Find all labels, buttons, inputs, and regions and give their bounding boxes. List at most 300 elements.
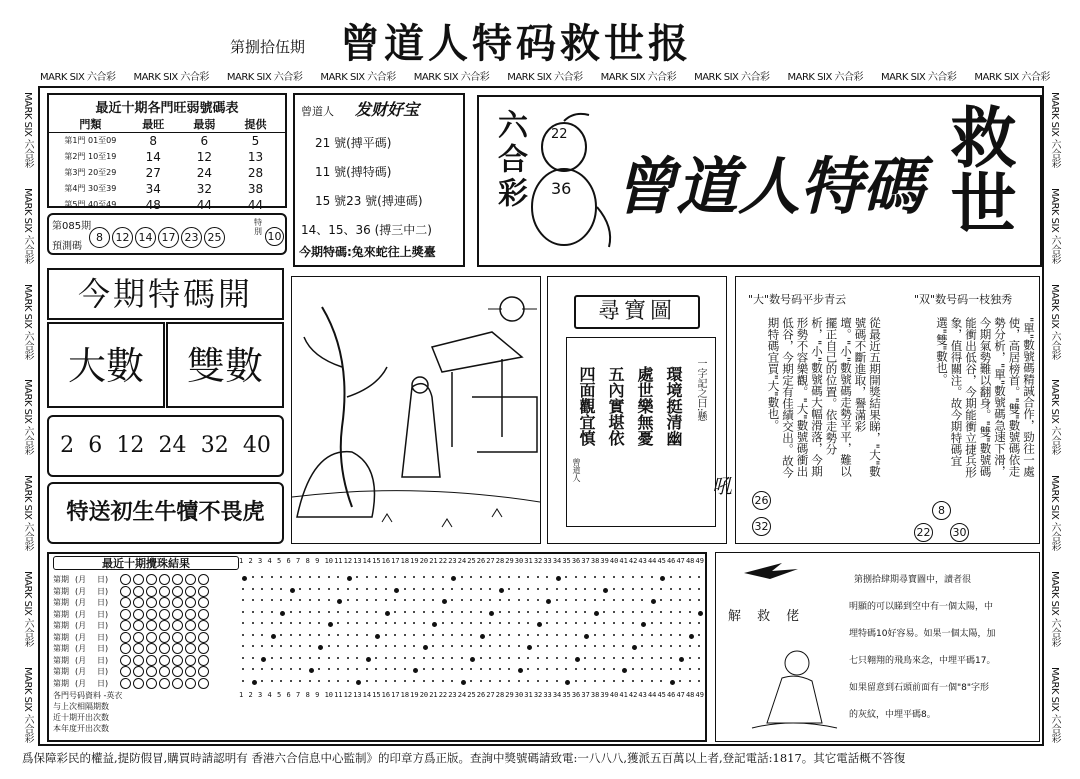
- results-dot: [518, 668, 523, 673]
- results-dot: [470, 634, 472, 636]
- results-column-number: 33: [543, 557, 552, 565]
- results-ball-ring: [120, 678, 131, 689]
- results-dot: [337, 599, 342, 604]
- forecast-number: 23: [181, 227, 202, 248]
- results-column-number: 32: [533, 691, 543, 699]
- results-dot: [603, 599, 605, 601]
- results-dot: [375, 668, 377, 670]
- results-column-number: 5: [277, 557, 282, 565]
- results-ball-ring: [198, 655, 209, 666]
- results-dot: [470, 611, 472, 613]
- results-column-number: 35: [562, 557, 571, 565]
- results-dot: [404, 680, 406, 682]
- results-dot: [537, 611, 539, 613]
- results-dot: [328, 611, 330, 613]
- stats-row: [49, 133, 285, 149]
- results-column-number: 30: [514, 557, 524, 565]
- results-row-label: 日): [97, 609, 109, 619]
- results-dot: [565, 576, 567, 578]
- results-dot: [584, 668, 586, 670]
- results-ball-ring: [133, 620, 144, 631]
- results-row: [53, 666, 239, 678]
- results-dot: [337, 634, 339, 636]
- results-dot: [575, 668, 577, 670]
- results-dot: [328, 680, 330, 682]
- results-dot: [480, 611, 482, 613]
- results-dot: [404, 588, 406, 590]
- results-stats-header: [239, 691, 705, 701]
- results-dot: [670, 599, 672, 601]
- results-dot: [632, 576, 634, 578]
- results-dot: [613, 622, 615, 624]
- results-dot: [489, 622, 491, 624]
- results-dot: [632, 588, 634, 590]
- results-dot: [470, 588, 472, 590]
- analysis-left-title: "大"数号码平步青云: [748, 293, 847, 306]
- results-dot: [689, 657, 691, 659]
- results-dot: [375, 611, 377, 613]
- results-dot: [508, 634, 510, 636]
- results-dot: [385, 611, 390, 616]
- results-dot: [290, 588, 295, 593]
- results-dot: [423, 611, 425, 613]
- results-column-number: 3: [258, 557, 263, 565]
- results-dot: [518, 657, 520, 659]
- results-dot: [489, 657, 491, 659]
- results-dot: [537, 680, 539, 682]
- results-dot: [347, 680, 349, 682]
- results-dot: [651, 576, 653, 578]
- results-dot: [280, 657, 282, 659]
- results-column-number: 22: [438, 691, 448, 699]
- results-dot: [309, 599, 311, 601]
- results-ball-ring: [172, 666, 183, 677]
- results-dot: [508, 680, 510, 682]
- results-dot: [280, 611, 285, 616]
- results-dot: [347, 622, 349, 624]
- stats-table-title: 最近十期各門旺弱號碼表: [95, 101, 239, 116]
- results-dot: [290, 599, 292, 601]
- results-dot: [242, 657, 244, 659]
- results-column-number: 43: [638, 557, 647, 565]
- results-ball-ring: [198, 597, 209, 608]
- results-dot: [689, 588, 691, 590]
- results-column-number: 40: [609, 557, 619, 565]
- results-dot: [632, 657, 634, 659]
- results-dot: [337, 668, 339, 670]
- results-ball-ring: [133, 643, 144, 654]
- special-numbers-box: [47, 415, 284, 477]
- results-dot: [347, 668, 349, 670]
- results-dot: [546, 634, 548, 636]
- forecast-number: 25: [204, 227, 225, 248]
- results-ball-ring: [133, 597, 144, 608]
- results-ball-ring: [133, 678, 144, 689]
- results-dot: [366, 645, 368, 647]
- results-dot: [470, 657, 475, 662]
- results-row-label: 日): [97, 621, 109, 630]
- results-column-number: 23: [448, 557, 457, 565]
- results-dot: [632, 680, 634, 682]
- results-dot: [537, 622, 542, 627]
- results-column-number: 34: [552, 691, 562, 699]
- results-dot: [518, 680, 520, 682]
- results-dot: [480, 634, 485, 639]
- results-dot: [309, 680, 311, 682]
- results-dot: [594, 668, 596, 670]
- results-column-number: 19: [410, 691, 419, 699]
- results-dot: [584, 576, 586, 578]
- results-dot: [299, 657, 301, 659]
- paper-title: 曾道人特码救世报: [340, 20, 692, 67]
- results-dot: [423, 680, 425, 682]
- results-dot: [679, 622, 681, 624]
- results-dot: [584, 657, 586, 659]
- special-number: 2: [60, 433, 75, 458]
- results-row-label: 日): [97, 678, 109, 688]
- gourd-number-1: 22: [551, 127, 568, 142]
- results-column-number: 19: [410, 557, 419, 565]
- results-ball-ring: [159, 666, 170, 677]
- results-dot: [423, 588, 425, 590]
- results-dot: [679, 645, 681, 647]
- results-row-label: 第期: [53, 644, 69, 653]
- results-dot: [366, 622, 368, 624]
- results-dot: [442, 634, 444, 636]
- results-column-number: 37: [581, 557, 590, 565]
- results-dot: [280, 576, 282, 578]
- results-ball-ring: [120, 609, 131, 620]
- results-row-label: (月: [75, 621, 87, 630]
- results-column-number: 16: [381, 691, 391, 699]
- results-dot: [698, 588, 700, 590]
- results-dot: [489, 668, 491, 670]
- results-dot: [575, 634, 577, 636]
- results-dot: [527, 680, 529, 682]
- results-dot: [651, 645, 653, 647]
- results-row-label: 日): [97, 667, 109, 676]
- results-column-number: 9: [315, 691, 320, 699]
- results-dot: [499, 668, 501, 670]
- results-dot: [546, 668, 548, 670]
- results-column-number: 28: [495, 557, 505, 565]
- results-dot: [318, 576, 320, 578]
- results-dot: [546, 611, 548, 613]
- stats-cell-give: 28: [247, 166, 264, 180]
- results-ball-ring: [146, 632, 157, 643]
- special-number: 24: [158, 433, 187, 458]
- results-row: [53, 609, 239, 621]
- results-dot: [613, 645, 615, 647]
- results-column-number: 37: [581, 691, 590, 699]
- results-dot: [641, 588, 643, 590]
- results-row-label: 第期: [53, 667, 69, 676]
- results-dot: [337, 622, 339, 624]
- results-ball-ring: [146, 655, 157, 666]
- results-column-number: 49: [695, 557, 704, 565]
- results-ball-ring: [159, 597, 170, 608]
- results-dot: [613, 588, 615, 590]
- results-dot: [394, 599, 396, 601]
- results-row: [53, 597, 239, 609]
- results-column-number: 17: [391, 691, 400, 699]
- sage-illustration: [291, 276, 541, 544]
- results-dot: [660, 576, 665, 581]
- results-column-number: 41: [619, 691, 628, 699]
- results-dot: [442, 611, 444, 613]
- results-dot: [280, 645, 282, 647]
- results-dot: [309, 634, 311, 636]
- results-ball-ring: [120, 597, 131, 608]
- results-dot: [252, 588, 254, 590]
- results-column-number: 25: [467, 691, 476, 699]
- results-dot: [556, 576, 561, 581]
- results-column-number: 29: [505, 557, 514, 565]
- results-dot: [299, 588, 301, 590]
- results-dot: [594, 645, 596, 647]
- results-dot: [622, 668, 627, 673]
- results-dot: [508, 588, 510, 590]
- results-dot: [432, 634, 434, 636]
- results-dot: [442, 576, 444, 578]
- results-dot: [261, 588, 263, 590]
- results-dot: [480, 588, 482, 590]
- results-dot: [385, 599, 387, 601]
- results-dot: [546, 622, 548, 624]
- results-dot: [565, 599, 567, 601]
- results-dot: [613, 680, 615, 682]
- results-dot: [242, 622, 244, 624]
- results-column-number: 10: [324, 691, 334, 699]
- results-dot: [413, 634, 415, 636]
- bird-icon: [742, 559, 802, 583]
- results-dot: [698, 645, 700, 647]
- results-dot: [242, 668, 244, 670]
- results-column-number: 7: [296, 691, 301, 699]
- analysis-left-text: 從最近五期開獎結果睇，"大"數號碼不斷進取，譽滿彩壇。"小"數號碼走勢平平，難以擺正自己的位置。依走勢分析，"小"數號碼大幅滑落，今期形勢不容樂觀。"大"數號碼衝出低谷，今期定有佳績交出。故今期特碼宜買"大"數也。: [766, 317, 882, 478]
- results-dot: [679, 576, 681, 578]
- results-dot: [689, 576, 691, 578]
- results-dot: [366, 576, 368, 578]
- forecast-number: 8: [89, 227, 110, 248]
- results-dot: [679, 657, 684, 662]
- results-dot: [461, 645, 463, 647]
- results-ball-ring: [185, 632, 196, 643]
- results-dot: [518, 599, 520, 601]
- mark-six-strip-right: MARK SIX 六合彩 MARK SIX 六合彩 MARK SIX 六合彩 MARK SIX 六合彩 MARK SIX 六合彩 MARK SIX 六合彩 MARK SIX 六合彩: [1049, 92, 1060, 742]
- results-row-label: (月: [75, 575, 87, 584]
- results-dot: [470, 576, 472, 578]
- stats-cell-max: 34: [145, 182, 161, 196]
- results-dot: [242, 599, 244, 601]
- results-column-number: 22: [438, 557, 448, 565]
- results-dot: [565, 611, 567, 613]
- results-dot: [423, 576, 425, 578]
- results-dot: [679, 680, 681, 682]
- results-dot: [290, 657, 292, 659]
- results-ball-ring: [172, 678, 183, 689]
- results-dot: [451, 680, 453, 682]
- results-dot: [394, 657, 396, 659]
- results-dot: [366, 588, 368, 590]
- results-dot: [451, 634, 453, 636]
- results-dot: [575, 599, 577, 601]
- results-dot: [613, 634, 615, 636]
- issue-number: 第捌拾伍期: [230, 38, 306, 56]
- results-ball-ring: [159, 609, 170, 620]
- results-dot: [318, 622, 320, 624]
- results-dot: [470, 645, 472, 647]
- results-dot: [261, 668, 263, 670]
- results-column-number: 15: [372, 557, 381, 565]
- results-column-number: 36: [571, 557, 581, 565]
- results-dot: [375, 680, 377, 682]
- results-dot: [404, 634, 406, 636]
- results-dot: [499, 588, 504, 593]
- results-dot: [480, 599, 482, 601]
- results-dot: [271, 634, 276, 639]
- results-dot: [584, 611, 586, 613]
- tips-footer: 今期特碼:兔來蛇往上獎臺: [299, 245, 436, 259]
- results-dot: [499, 645, 501, 647]
- results-dot: [660, 622, 662, 624]
- results-dot: [575, 588, 577, 590]
- results-dot: [242, 645, 244, 647]
- results-dot: [489, 588, 491, 590]
- results-dot: [594, 576, 596, 578]
- double-number-text: 雙數: [186, 344, 263, 388]
- results-row-label: 第期: [53, 586, 69, 596]
- results-dot: [413, 680, 415, 682]
- stats-row: [49, 149, 285, 165]
- results-dot: [527, 611, 529, 613]
- results-dot: [252, 634, 254, 636]
- results-dot: [280, 599, 282, 601]
- results-dot: [413, 668, 418, 673]
- results-ball-ring: [198, 678, 209, 689]
- results-dot: [670, 668, 672, 670]
- results-dot: [670, 611, 672, 613]
- results-row-label: 第期: [53, 575, 69, 584]
- results-dot: [508, 622, 510, 624]
- results-ball-ring: [198, 574, 209, 585]
- results-dot: [347, 611, 349, 613]
- results-column-number: 8: [305, 557, 310, 565]
- results-ball-ring: [185, 666, 196, 677]
- results-dot: [328, 668, 330, 670]
- stats-cell-min: 24: [196, 166, 212, 180]
- results-dot: [337, 588, 339, 590]
- results-dot: [603, 622, 605, 624]
- results-dot: [603, 634, 605, 636]
- results-dot: [565, 645, 567, 647]
- results-dot: [299, 634, 301, 636]
- results-dot: [347, 599, 349, 601]
- results-dot: [394, 622, 396, 624]
- results-dot: [261, 599, 263, 601]
- results-dot: [252, 680, 257, 685]
- results-dot: [423, 634, 425, 636]
- results-column-number: 9: [315, 557, 320, 565]
- results-dot: [613, 668, 615, 670]
- results-ball-ring: [133, 666, 144, 677]
- results-ball-ring: [120, 643, 131, 654]
- results-dot: [413, 622, 415, 624]
- results-column-number: 31: [524, 691, 533, 699]
- results-dot: [318, 611, 320, 613]
- results-dot: [261, 680, 263, 682]
- results-column-number: 45: [657, 691, 666, 699]
- results-dot: [356, 588, 358, 590]
- results-dot: [309, 668, 314, 673]
- results-dot: [461, 611, 463, 613]
- results-dot: [299, 645, 301, 647]
- results-dot: [670, 657, 672, 659]
- results-column-number: 27: [486, 691, 495, 699]
- results-ball-ring: [133, 632, 144, 643]
- results-dot: [252, 657, 254, 659]
- results-ball-ring: [159, 586, 170, 597]
- results-dot: [470, 680, 472, 682]
- results-dot: [508, 599, 510, 601]
- results-dot: [375, 622, 377, 624]
- results-dot: [242, 611, 244, 613]
- stats-cell-min: 32: [196, 182, 212, 196]
- stats-cell-label: 第3門 20至29: [64, 168, 117, 177]
- results-dot: [271, 645, 273, 647]
- results-row-label: (月: [75, 609, 87, 619]
- results-column-number: 18: [400, 691, 410, 699]
- results-dot: [670, 680, 675, 685]
- results-column-number: 13: [353, 691, 362, 699]
- results-dot: [261, 645, 263, 647]
- results-dot: [328, 599, 330, 601]
- stats-cell-label: 第1門 01至09: [64, 136, 117, 145]
- results-ball-ring: [185, 655, 196, 666]
- results-dot: [575, 645, 577, 647]
- results-row: [53, 632, 239, 644]
- results-ball-ring: [198, 632, 209, 643]
- results-dot: [632, 622, 634, 624]
- results-dot: [366, 680, 368, 682]
- gourd-number-2: 36: [551, 179, 572, 198]
- results-dot: [423, 599, 425, 601]
- sage-sketch-image: [742, 633, 842, 733]
- results-dot: [603, 645, 605, 647]
- results-column-number: 36: [571, 691, 581, 699]
- results-dot: [480, 657, 482, 659]
- results-dot: [442, 645, 444, 647]
- results-dot: [356, 680, 361, 685]
- results-dot: [385, 668, 387, 670]
- results-dot: [299, 611, 301, 613]
- results-dot: [347, 588, 349, 590]
- results-row-label: 日): [97, 644, 109, 653]
- results-ball-ring: [159, 574, 170, 585]
- results-dot: [404, 668, 406, 670]
- results-row-label: 日): [97, 575, 109, 584]
- results-dot: [271, 680, 273, 682]
- results-dot: [461, 588, 463, 590]
- results-column-number: 23: [448, 691, 457, 699]
- results-row-label: 第期: [53, 598, 69, 607]
- results-dot: [613, 611, 615, 613]
- results-ball-ring: [120, 574, 131, 585]
- results-dot: [328, 576, 330, 578]
- results-dot: [385, 622, 387, 624]
- results-dot: [366, 599, 368, 601]
- results-grid: [47, 552, 707, 742]
